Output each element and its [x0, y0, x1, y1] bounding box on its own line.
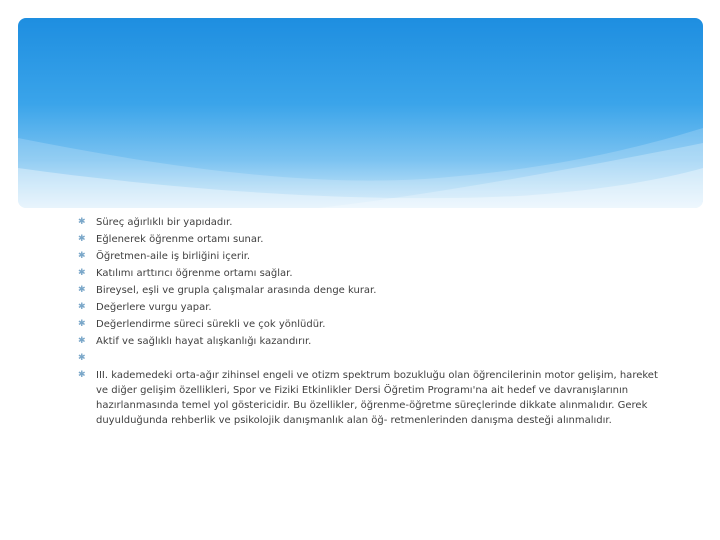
asterisk-bullet-icon: ✱ — [78, 319, 86, 329]
asterisk-bullet-icon: ✱ — [78, 234, 86, 244]
list-item — [78, 333, 658, 350]
list-item — [78, 248, 658, 265]
list-item — [78, 299, 658, 316]
list-item-paragraph — [78, 367, 658, 428]
list-item-text: Değerlere vurgu yapar. — [96, 302, 212, 313]
asterisk-bullet-icon: ✱ — [78, 370, 86, 380]
asterisk-bullet-icon: ✱ — [78, 217, 86, 227]
asterisk-bullet-icon: ✱ — [78, 302, 86, 312]
list-item-text: Katılımı arttırıcı öğrenme ortamı sağlar. — [96, 268, 293, 279]
content-area — [78, 214, 658, 428]
list-item — [78, 265, 658, 282]
list-item-text: Eğlenerek öğrenme ortamı sunar. — [96, 234, 264, 245]
list-item-text: Bireysel, eşli ve grupla çalışmalar arasında denge kurar. — [96, 285, 377, 296]
list-item — [78, 231, 658, 248]
asterisk-bullet-icon: ✱ — [78, 268, 86, 278]
list-item-text: Değerlendirme süreci sürekli ve çok yönlüdür. — [96, 319, 326, 330]
asterisk-bullet-icon: ✱ — [78, 336, 86, 346]
header-banner — [18, 18, 703, 208]
list-item — [78, 214, 658, 231]
list-item-text: Süreç ağırlıklı bir yapıdadır. — [96, 217, 233, 228]
bullet-list — [78, 214, 658, 428]
list-item-empty — [78, 350, 658, 367]
list-item-text: Öğretmen-aile iş birliğini içerir. — [96, 251, 251, 262]
asterisk-bullet-icon: ✱ — [78, 251, 86, 261]
asterisk-bullet-icon: ✱ — [78, 285, 86, 295]
list-item-text: III. kademedeki orta-ağır zihinsel engeli ve otizm spektrum bozukluğu olan öğrencilerinin motor gelişim, hareket ve diğer gelişim özellikleri, Spor ve Fiziki Etkinlikler Dersi Öğretim Programı'na ait hedef ve davranışlarının hazırlanmasında temel yol göstericidir. Bu özellikler, öğrenme-öğretme süreçlerinde dikkate alınmalıdır. Gerek duyulduğunda rehberlik ve psikolojik danışmanlık alan öğ- retmenlerinden danışma desteği alınmalıdır. — [96, 370, 658, 426]
list-item-text: Aktif ve sağlıklı hayat alışkanlığı kazandırır. — [96, 336, 312, 347]
banner-wave-decoration — [18, 18, 703, 208]
list-item — [78, 316, 658, 333]
asterisk-bullet-icon: ✱ — [78, 353, 86, 363]
list-item — [78, 282, 658, 299]
